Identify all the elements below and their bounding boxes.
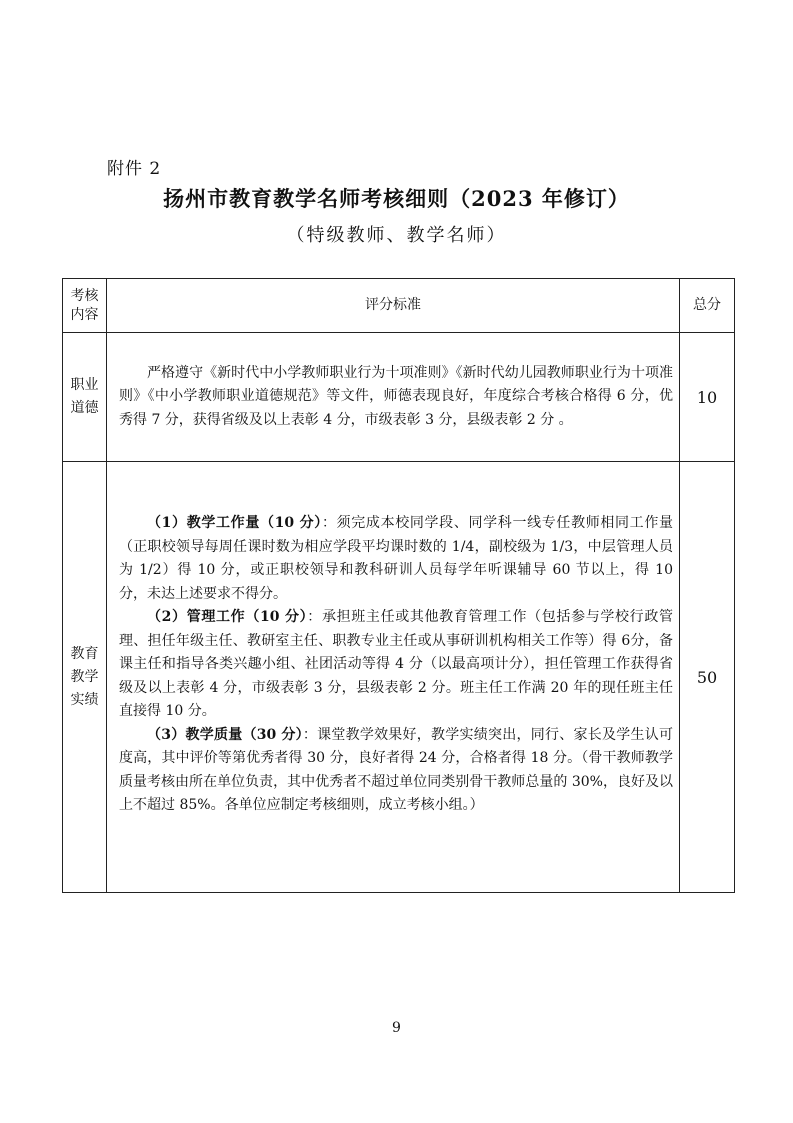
item-line2: 道德 [70,400,99,416]
criteria-teaching-quality [119,724,673,818]
page-number: 9 [392,1020,401,1036]
table-header-row [63,279,735,333]
document-title: 扬州市教育教学名师考核细则（2023 年修订） [163,186,630,211]
attachment-label: 附件 2 [107,159,162,179]
item-teaching-performance [63,462,107,893]
header-total-score: 总分 [680,279,735,333]
item-line3: 实绩 [70,691,99,708]
item-professional-ethics [63,333,107,462]
criteria-professional-ethics [107,333,680,462]
header-content-line1: 考核 [70,287,99,304]
table-row-teaching-performance [63,462,735,893]
document-subtitle: （特级教师、教学名师） [286,225,507,246]
workload-heading: （1）教学工作量（10 分） [147,515,322,531]
header-content-line2: 内容 [70,306,99,323]
item-line2: 教学 [70,668,99,685]
criteria-teaching-performance [107,462,680,893]
criteria-text: 严格遵守《新时代中小学教师职业行为十项准则》《新时代幼儿园教师职业行为十项准则》《中小学教师职业道德规范》等文件，师德表现良好，年度综合考核合格得 6 分，优秀得 7 分，获得省级及以上表彰 4 分，市级表彰 3 分，县级表彰 2 分 。 [119,364,673,428]
management-heading: （2）管理工作（10 分） [147,609,308,625]
quality-text: ：课堂教学效果好，教学实绩突出，同行、家长及学生认可度高，其中评价等第优秀者得 30 分，良好者得 24 分，合格者得 18 分。（骨干教师教学质量考核由所在单位负责，其中优秀者不超过单位同类别骨干教师总量的 30%，良好及以上不超过 85%。各单位应制定考核细则，成立考核小组。） [119,726,674,813]
criteria-management [119,606,673,724]
quality-heading: （3）教学质量（30 分） [147,726,303,743]
item-line1: 教育 [70,645,99,662]
table-row-professional-ethics [63,333,735,462]
criteria-workload [119,512,673,606]
item-line1: 职业 [70,377,99,393]
assessment-rules-table [62,278,735,893]
header-criteria: 评分标准 [107,279,680,333]
score-teaching-performance: 50 [680,462,735,893]
score-professional-ethics: 10 [680,333,735,462]
header-assessment-content [63,279,107,333]
management-text: ：承担班主任或其他教育管理工作（包括参与学校行政管理、担任年级主任、教研室主任、职教专业主任或从事研训机构相关工作等）得 6分，备课主任和指导各类兴趣小组、社团活动等得 4 分（以最高项计分），担任管理工作获得省级及以上表彰 4 分，市级表彰 3 分，县级表彰 2 分。班主任工作满 20 年的现任班主任直接得 10 分。 [119,609,673,719]
workload-text: ：须完成本校同学段、同学科一线专任教师相同工作量（正职校领导每周任课时数为相应学段平均课时数的 1/4，副校级为 1/3，中层管理人员为 1/2）得 10 分，或正职校领导和教科研训人员每学年听课辅导 60 节以上，得 10 分，未达上述要求不得分。 [119,515,673,602]
